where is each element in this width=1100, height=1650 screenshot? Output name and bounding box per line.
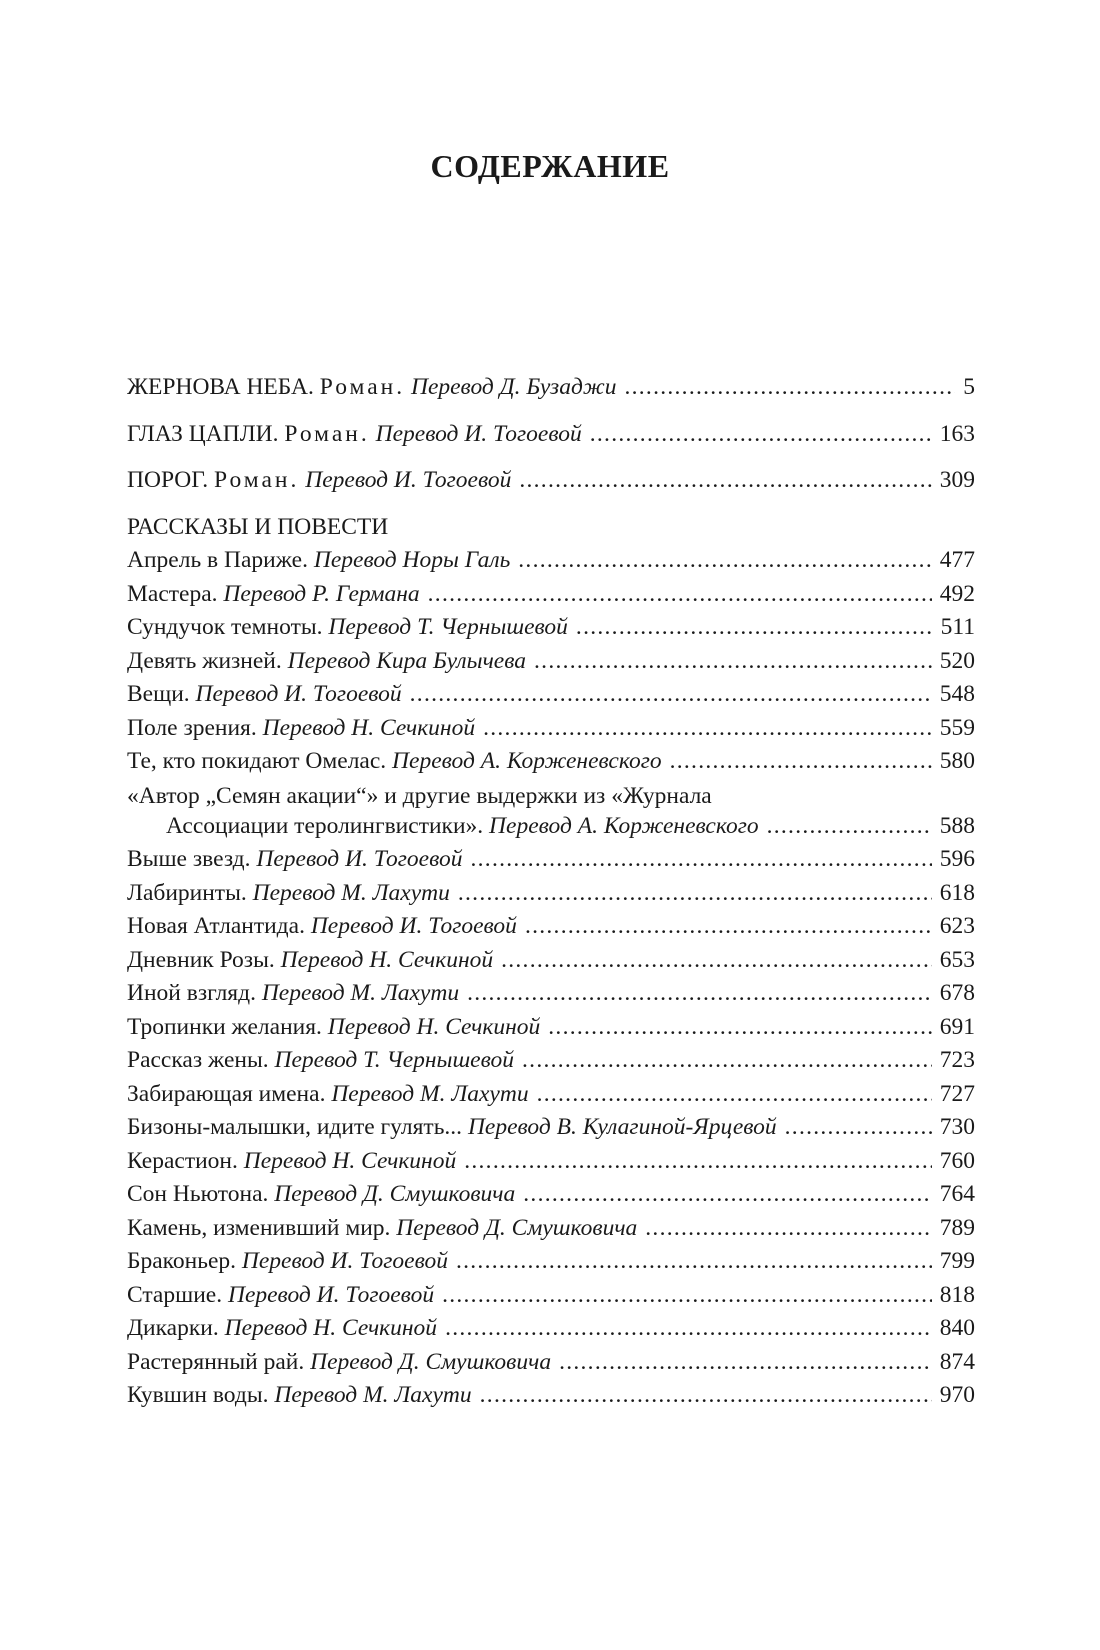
work-title: Поле зрения. bbox=[127, 715, 257, 741]
work-title: Керастион. bbox=[127, 1148, 238, 1174]
leader-dots bbox=[483, 713, 932, 743]
leader-dots bbox=[471, 844, 932, 874]
toc-entry-story[interactable] bbox=[127, 646, 975, 676]
translator: Перевод Н. Сечкиной bbox=[224, 1315, 438, 1341]
work-title: Камень, изменивший мир. bbox=[127, 1215, 391, 1241]
toc-entry-story[interactable] bbox=[127, 1347, 975, 1377]
leader-dots bbox=[785, 1112, 932, 1142]
work-title: Забирающая имена. bbox=[127, 1081, 326, 1107]
toc-entry-story[interactable] bbox=[127, 679, 975, 709]
page-number: 163 bbox=[939, 421, 975, 447]
work-title: Вещи. bbox=[127, 681, 190, 707]
leader-dots bbox=[548, 1012, 931, 1042]
toc-entry-story[interactable] bbox=[127, 1280, 975, 1310]
translator: Перевод Н. Сечкиной bbox=[280, 947, 494, 973]
leader-dots bbox=[767, 811, 932, 841]
leader-dots bbox=[501, 945, 932, 975]
translator: Перевод Кира Булычева bbox=[287, 648, 527, 674]
toc-entry-story[interactable] bbox=[127, 1012, 975, 1042]
toc-entry-multiline-first[interactable]: «Автор „Семян акации“» и другие выдержки из «Журнала bbox=[127, 783, 712, 809]
work-title: Лабиринты. bbox=[127, 880, 247, 906]
genre-label: Роман. bbox=[213, 467, 300, 493]
leader-dots bbox=[456, 1246, 932, 1276]
translator: Перевод Т. Чернышевой bbox=[328, 614, 568, 640]
translator: Перевод М. Лахути bbox=[331, 1081, 529, 1107]
page-number: 309 bbox=[939, 467, 975, 493]
page-number: 653 bbox=[939, 947, 975, 973]
toc-entry-story[interactable] bbox=[127, 978, 975, 1008]
page-number: 477 bbox=[939, 547, 975, 573]
toc-entry-story[interactable] bbox=[127, 1146, 975, 1176]
leader-dots bbox=[534, 646, 932, 676]
leader-dots bbox=[428, 579, 932, 609]
translator: Перевод Д. Бузаджи bbox=[410, 374, 617, 400]
translator: Перевод Д. Смушковича bbox=[274, 1181, 516, 1207]
work-title: ЖЕРНОВА НЕБА. bbox=[127, 374, 314, 400]
translator: Перевод Н. Сечкиной bbox=[262, 715, 476, 741]
translator: Перевод М. Лахути bbox=[261, 980, 460, 1006]
translator: Перевод Д. Смушковича bbox=[310, 1349, 552, 1375]
translator: Перевод А. Корженевского bbox=[392, 748, 662, 774]
page-number: 492 bbox=[939, 581, 975, 607]
leader-dots bbox=[670, 746, 932, 776]
work-title: Сундучок темноты. bbox=[127, 614, 323, 640]
work-title: Растерянный рай. bbox=[127, 1349, 305, 1375]
page-number: 678 bbox=[939, 980, 975, 1006]
toc-entry-story[interactable] bbox=[127, 844, 975, 874]
work-title: Рассказ жены. bbox=[127, 1047, 269, 1073]
toc-entry-story[interactable] bbox=[127, 1079, 975, 1109]
work-title: Девять жизней. bbox=[127, 648, 282, 674]
toc-entry-story[interactable] bbox=[127, 1179, 975, 1209]
page-number: 5 bbox=[963, 374, 975, 400]
leader-dots bbox=[576, 612, 933, 642]
page-number: 520 bbox=[939, 648, 975, 674]
page-number: 723 bbox=[939, 1047, 975, 1073]
leader-dots bbox=[624, 372, 955, 402]
leader-dots bbox=[464, 1146, 932, 1176]
toc-entry-story[interactable] bbox=[127, 878, 975, 908]
page-title: СОДЕРЖАНИЕ bbox=[430, 148, 670, 184]
toc-entry-multiline-second[interactable] bbox=[166, 811, 975, 841]
work-title: Дневник Розы. bbox=[127, 947, 275, 973]
work-title: Иной взгляд. bbox=[127, 980, 256, 1006]
leader-dots bbox=[645, 1213, 931, 1243]
translator: Перевод Норы Галь bbox=[313, 547, 511, 573]
leader-dots bbox=[458, 878, 932, 908]
leader-dots bbox=[590, 419, 932, 449]
translator: Перевод И. Тогоевой bbox=[310, 913, 517, 939]
work-title: Сон Ньютона. bbox=[127, 1181, 269, 1207]
leader-dots bbox=[559, 1347, 932, 1377]
toc-entry-story[interactable] bbox=[127, 1380, 975, 1410]
translator: Перевод Т. Чернышевой bbox=[274, 1047, 515, 1073]
toc-entry-story[interactable] bbox=[127, 1246, 975, 1276]
genre-label: Роман. bbox=[284, 421, 370, 447]
translator: Перевод Н. Сечкиной bbox=[243, 1148, 457, 1174]
page-number: 548 bbox=[939, 681, 975, 707]
section-heading: РАССКАЗЫ И ПОВЕСТИ bbox=[127, 514, 389, 540]
toc-entry-story[interactable] bbox=[127, 713, 975, 743]
translator: Перевод В. Кулагиной-Ярцевой bbox=[467, 1114, 777, 1140]
work-title: Старшие. bbox=[127, 1282, 223, 1308]
translator: Перевод И. Тогоевой bbox=[241, 1248, 448, 1274]
page-number: 764 bbox=[939, 1181, 975, 1207]
leader-dots bbox=[518, 545, 931, 575]
toc-entry-novel[interactable] bbox=[127, 419, 975, 449]
work-title: Кувшин воды. bbox=[127, 1382, 269, 1408]
toc-entry-story[interactable] bbox=[127, 1313, 975, 1343]
leader-dots bbox=[523, 1179, 931, 1209]
toc-entry-story[interactable] bbox=[127, 945, 975, 975]
page-number: 840 bbox=[939, 1315, 975, 1341]
toc-entry-novel[interactable] bbox=[127, 372, 975, 402]
work-title: Дикарки. bbox=[127, 1315, 219, 1341]
genre-label: Роман. bbox=[319, 374, 406, 400]
translator: Перевод Д. Смушковича bbox=[396, 1215, 638, 1241]
toc-entry-story[interactable] bbox=[127, 612, 975, 642]
toc-entry-story[interactable] bbox=[127, 579, 975, 609]
translator: Перевод А. Корженевского bbox=[489, 813, 759, 839]
work-title: Выше звезд. bbox=[127, 846, 251, 872]
page-number: 818 bbox=[939, 1282, 975, 1308]
toc-entry-story[interactable] bbox=[127, 1045, 975, 1075]
work-title: Ассоциации теролингвистики». bbox=[166, 813, 484, 839]
toc-entry-story[interactable] bbox=[127, 1112, 975, 1142]
work-title: Мастера. bbox=[127, 581, 218, 607]
work-title: ПОРОГ. bbox=[127, 467, 209, 493]
leader-dots bbox=[445, 1313, 932, 1343]
translator: Перевод Н. Сечкиной bbox=[327, 1014, 541, 1040]
work-title: Те, кто покидают Омелас. bbox=[127, 748, 387, 774]
leader-dots bbox=[519, 465, 931, 495]
translator: Перевод М. Лахути bbox=[274, 1382, 472, 1408]
work-title: Тропинки желания. bbox=[127, 1014, 322, 1040]
work-title: Бизоны-малышки, идите гулять... bbox=[127, 1114, 463, 1140]
translator: Перевод И. Тогоевой bbox=[305, 467, 512, 493]
toc-entry-story[interactable] bbox=[127, 1213, 975, 1243]
translator: Перевод М. Лахути bbox=[252, 880, 450, 906]
translator: Перевод И. Тогоевой bbox=[195, 681, 402, 707]
toc-entry-story[interactable] bbox=[127, 911, 975, 941]
leader-dots bbox=[522, 1045, 932, 1075]
page-number: 618 bbox=[939, 880, 975, 906]
page-number: 789 bbox=[939, 1215, 975, 1241]
page-number: 596 bbox=[939, 846, 975, 872]
toc-entry-story[interactable] bbox=[127, 746, 975, 776]
page-number: 760 bbox=[939, 1148, 975, 1174]
page-number: 588 bbox=[939, 813, 975, 839]
translator: Перевод И. Тогоевой bbox=[256, 846, 463, 872]
work-title: Браконьер. bbox=[127, 1248, 236, 1274]
leader-dots bbox=[442, 1280, 932, 1310]
translator: Перевод Р. Германа bbox=[223, 581, 420, 607]
translator: Перевод И. Тогоевой bbox=[227, 1282, 435, 1308]
translator: Перевод И. Тогоевой bbox=[375, 421, 582, 447]
page-number: 511 bbox=[940, 614, 975, 640]
leader-dots bbox=[410, 679, 932, 709]
leader-dots bbox=[537, 1079, 932, 1109]
page-number: 559 bbox=[939, 715, 975, 741]
page-number: 580 bbox=[939, 748, 975, 774]
work-title: Новая Атлантида. bbox=[127, 913, 305, 939]
page-number: 874 bbox=[939, 1349, 975, 1375]
page-number: 727 bbox=[939, 1081, 975, 1107]
leader-dots bbox=[480, 1380, 932, 1410]
leader-dots bbox=[467, 978, 932, 1008]
page-number: 691 bbox=[939, 1014, 975, 1040]
leader-dots bbox=[525, 911, 932, 941]
page-number: 730 bbox=[939, 1114, 975, 1140]
work-title: ГЛАЗ ЦАПЛИ. bbox=[127, 421, 279, 447]
work-title: Апрель в Париже. bbox=[127, 547, 308, 573]
toc-entry-novel[interactable] bbox=[127, 465, 975, 495]
toc-entry-story[interactable] bbox=[127, 545, 975, 575]
page-number: 970 bbox=[939, 1382, 975, 1408]
page-number: 799 bbox=[939, 1248, 975, 1274]
page-number: 623 bbox=[939, 913, 975, 939]
